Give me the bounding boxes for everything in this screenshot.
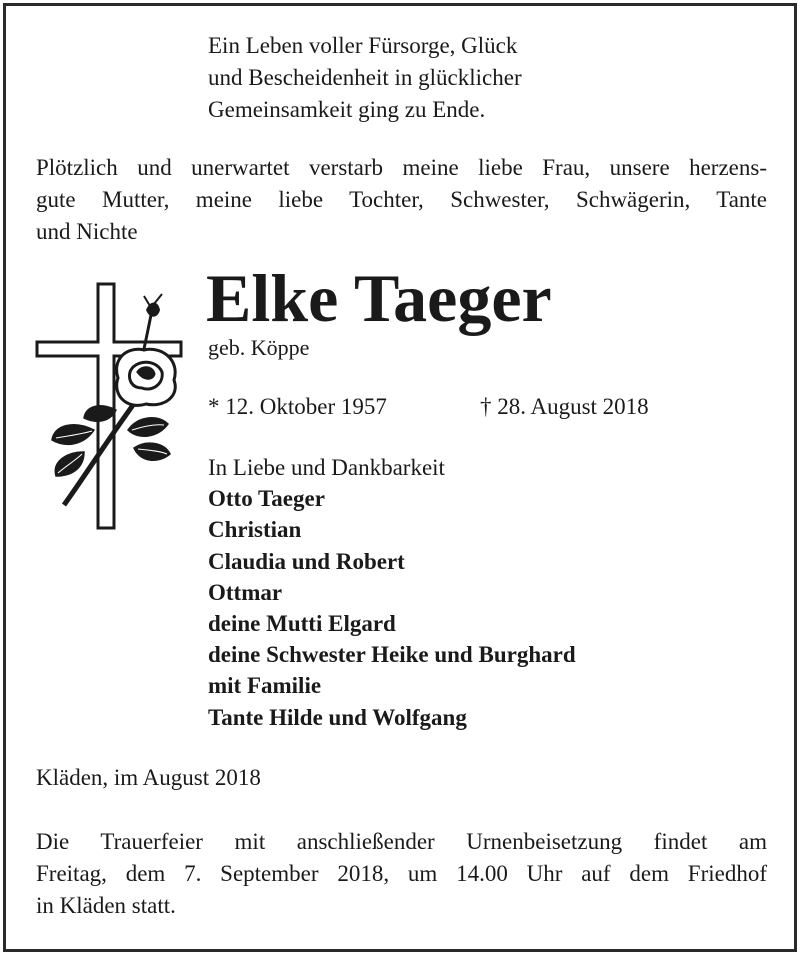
intro-paragraph [36,152,767,248]
mourner-name: deine Schwester Heike und Burghard [208,642,576,668]
cross-with-rose-icon [34,280,186,532]
mourner-name: Ottmar [208,579,283,605]
mourner-name: deine Mutti Elgard [208,611,396,637]
mourner-name: Christian [208,517,302,543]
mourners-lead: In Liebe und Dankbarkeit [208,455,445,480]
funeral-notice [36,826,767,922]
mourners-list [208,452,576,733]
deceased-name: Elke Taeger [206,260,552,336]
motto-line: Ein Leben voller Fürsorge, Glück [208,33,518,58]
maiden-name: geb. Köppe [208,335,310,360]
mourner-name: Otto Taeger [208,486,325,512]
mourner-name: mit Familie [208,673,322,699]
motto-line: Gemeinsamkeit ging zu Ende. [208,97,486,122]
intro-line: gute Mutter, meine liebe Tochter, Schwester, Schwägerin, Tante [36,187,767,212]
motto-line: und Bescheidenheit in glücklicher [208,65,522,90]
notice-line: Die Trauerfeier mit anschließender Urnenbeisetzung findet am [36,829,767,854]
intro-line: Plötzlich und unerwartet verstarb meine liebe Frau, unsere herzens- [36,155,767,180]
birth-date: * 12. Oktober 1957 [208,394,387,419]
intro-line: und Nichte [36,219,138,244]
death-date: † 28. August 2018 [480,394,649,419]
notice-line: Freitag, dem 7. September 2018, um 14.00 Uhr auf dem Friedhof [36,861,767,886]
notice-line: in Kläden statt. [36,893,176,918]
place-and-date: Kläden, im August 2018 [36,765,261,790]
mourner-name: Claudia und Robert [208,548,405,574]
motto-verse [208,30,522,126]
mourner-name: Tante Hilde und Wolfgang [208,704,467,730]
